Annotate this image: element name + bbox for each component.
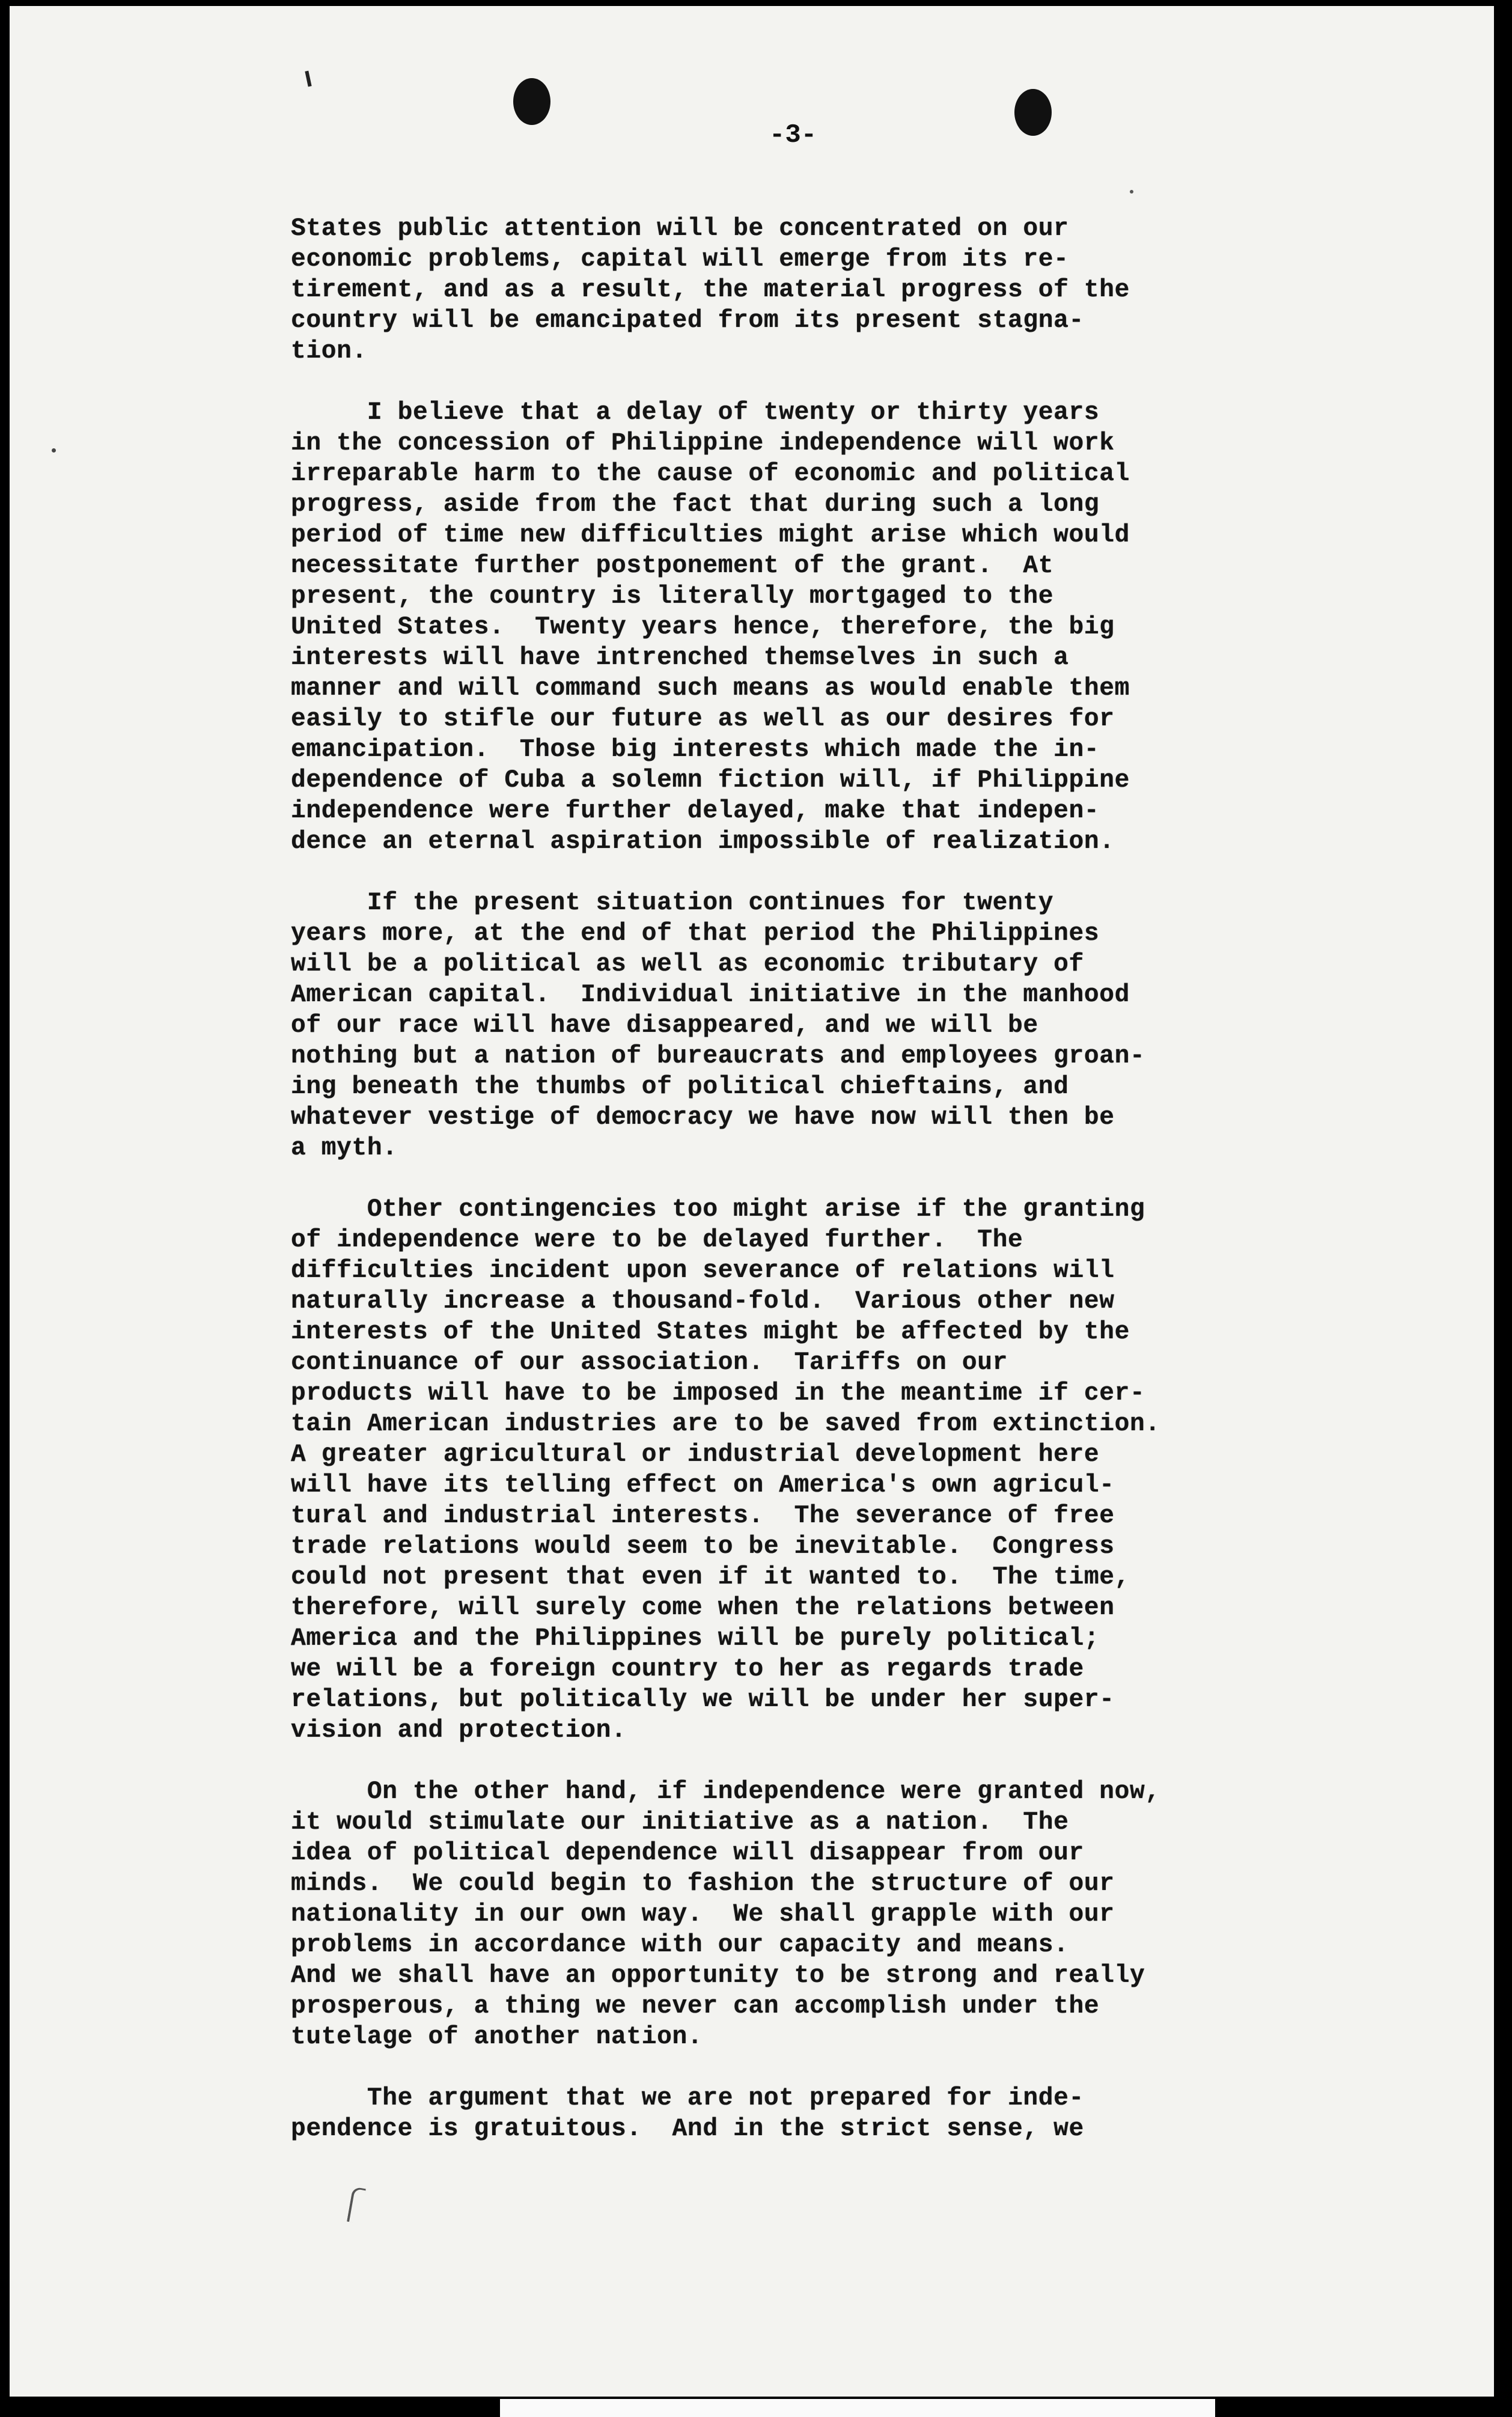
paragraph [291,1777,1349,2053]
punch-hole-right [1014,89,1052,136]
text-line: idea of political dependence will disappear from our [291,1839,1084,1867]
text-line: And we shall have an opportunity to be strong and really [291,1962,1145,1990]
text-line: ing beneath the thumbs of political chieftains, and [291,1073,1069,1101]
text-line: necessitate further postponement of the grant. At [291,552,1054,580]
text-line: naturally increase a thousand-fold. Various other new [291,1288,1115,1315]
text-line: economic problems, capital will emerge from its re- [291,246,1069,273]
text-line: progress, aside from the fact that during such a long [291,491,1100,519]
paragraph [291,1195,1349,1746]
text-line: dependence of Cuba a solemn fiction will, if Philippine [291,767,1130,794]
punch-hole-left [513,78,550,125]
text-line: therefore, will surely come when the relations between [291,1594,1115,1622]
text-line: minds. We could begin to fashion the structure of our [291,1870,1115,1898]
text-line: whatever vestige of democracy we have now will then be [291,1104,1115,1132]
text-line: will be a political as well as economic tributary of [291,951,1084,978]
text-line: nationality in our own way. We shall grapple with our [291,1901,1115,1928]
text-line: On the other hand, if independence were granted now, [291,1778,1160,1806]
text-line: If the present situation continues for twenty [291,889,1054,917]
text-line: it would stimulate our initiative as a nation. The [291,1809,1069,1836]
text-line: tural and industrial interests. The severance of free [291,1502,1115,1530]
text-line: irreparable harm to the cause of economic and political [291,460,1130,488]
text-line: of our race will have disappeared, and we will be [291,1012,1038,1040]
text-line: American capital. Individual initiative in the manhood [291,981,1130,1009]
text-line: dence an eternal aspiration impossible of realization. [291,828,1115,856]
text-line: easily to stifle our future as well as our desires for [291,706,1115,733]
text-line: products will have to be imposed in the meantime if cer- [291,1380,1145,1407]
text-line: of independence were to be delayed further. The [291,1227,1023,1254]
text-line: period of time new difficulties might arise which would [291,522,1130,549]
text-line: continuance of our association. Tariffs on our [291,1349,1008,1377]
text-line: problems in accordance with our capacity and means. [291,1931,1069,1959]
text-line: we will be a foreign country to her as regards trade [291,1656,1084,1683]
text-line: emancipation. Those big interests which made the in- [291,736,1100,764]
text-line: independence were further delayed, make that indepen- [291,797,1100,825]
text-line: United States. Twenty years hence, therefore, the big [291,614,1115,641]
text-line: Other contingencies too might arise if the granting [291,1196,1145,1224]
text-line: could not present that even if it wanted to. The time, [291,1564,1130,1591]
text-line: prosperous, a thing we never can accomplish under the [291,1993,1100,2020]
text-line: will have its telling effect on America's own agricul- [291,1472,1115,1499]
text-line: difficulties incident upon severance of relations will [291,1257,1115,1285]
text-line: relations, but politically we will be under her super- [291,1686,1115,1714]
text-line: tion. [291,338,367,365]
paragraph [291,2083,1349,2145]
paragraph [291,214,1349,367]
text-line: pendence is gratuitous. And in the strict sense, we [291,2115,1084,2143]
page-number: -3- [769,120,817,150]
text-line: vision and protection. [291,1717,627,1745]
stray-dot [1130,190,1133,194]
text-line: A greater agricultural or industrial development here [291,1441,1100,1469]
text-line: I believe that a delay of twenty or thirty years [291,399,1100,427]
text-line: interests of the United States might be affected by the [291,1318,1130,1346]
body-text [291,214,1349,2175]
text-line: nothing but a nation of bureaucrats and employees groan- [291,1043,1145,1070]
film-label-strip [500,2399,1215,2417]
text-line: interests will have intrenched themselves in such a [291,644,1069,672]
text-line: tutelage of another nation. [291,2023,703,2051]
text-line: manner and will command such means as would enable them [291,675,1130,703]
text-line: country will be emancipated from its present stagna- [291,307,1084,335]
text-line: States public attention will be concentrated on our [291,215,1069,243]
text-line: trade relations would seem to be inevitable. Congress [291,1533,1115,1561]
text-line: in the concession of Philippine independence will work [291,430,1115,457]
text-line: America and the Philippines will be purely political; [291,1625,1100,1653]
text-line: a myth. [291,1135,398,1162]
text-line: years more, at the end of that period the Philippines [291,920,1100,948]
paragraph [291,398,1349,858]
text-line: tain American industries are to be saved from extinction. [291,1410,1160,1438]
paragraph [291,888,1349,1164]
text-line: tirement, and as a result, the material progress of the [291,276,1130,304]
text-line: The argument that we are not prepared for inde- [291,2085,1084,2112]
stray-dot [52,448,56,453]
text-line: present, the country is literally mortgaged to the [291,583,1054,611]
